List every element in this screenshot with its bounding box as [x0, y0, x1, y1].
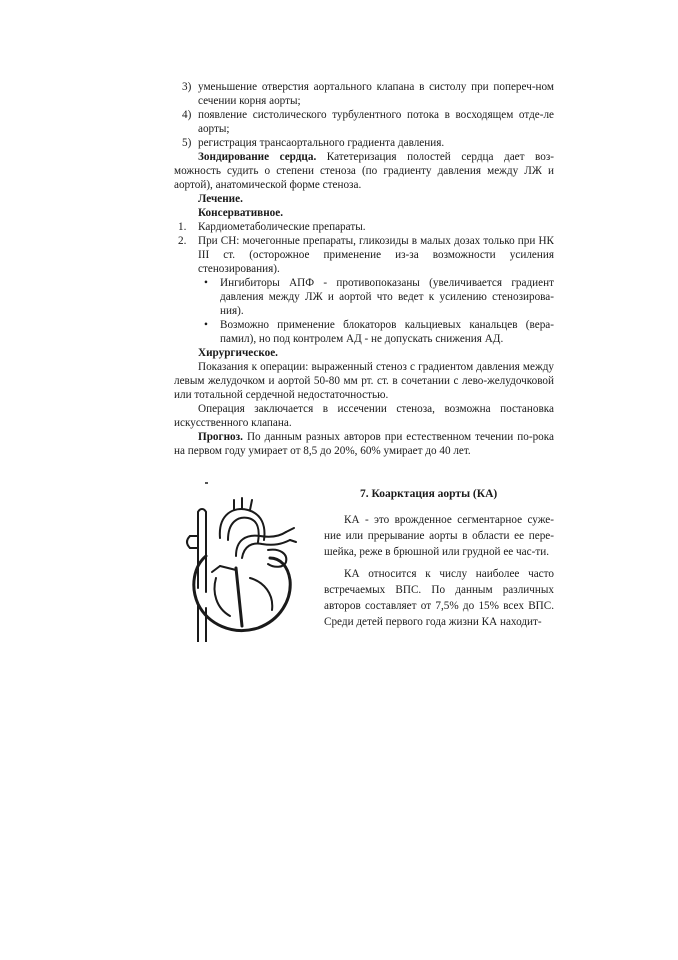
list-item [174, 136, 554, 150]
section-paragraph: КА относится к числу наиболее часто встречаемых ВПС. По данным различных авторов составляет от 7,5% до 15% всех ВПС. Среди детей первого года жизни КА находит- [324, 568, 554, 628]
section-paragraph: КА - это врожденное сегментарное суже-ние или прерывание аорты в области ее пере-шейка, реже в брюшной или грудной ее час-ти. [324, 514, 554, 558]
list-text: уменьшение отверстия аортального клапана в систолу при попереч-ном сечении корня аорты; [198, 81, 554, 107]
list-text: Кардиометаболические препараты. [198, 221, 366, 233]
surgical-heading: Хирургическое. [198, 347, 278, 359]
heart-diagram-icon [176, 496, 304, 642]
list-text: При СН: мочегонные препараты, гликозиды в малых дозах только при НК III ст. (осторожное применение из-за возможности усиления стенозирования). [198, 235, 554, 275]
list-item [174, 108, 554, 136]
treatment-heading: Лечение. [198, 193, 243, 205]
bullet-dot-icon: • [204, 277, 208, 289]
prognosis-text: По данным разных авторов при естественном течении по-рока на первом году умирает от 8,5 до 20%, 60% умирает до 40 лет. [174, 431, 554, 457]
section-text [324, 512, 554, 630]
list-number: 2. [178, 235, 187, 247]
surgical-indications: Показания к операции: выраженный стеноз с градиентом давления между левым желудочком и аортой 50-80 мм рт. ст. в сочетании с лево-желудочковой или тотальной сердечной недостаточностью. [174, 361, 554, 401]
list-text: появление систолического турбулентного потока в восходящем отде-ле аорты; [198, 109, 554, 135]
surgical-operation: Операция заключается в иссечении стеноза, возможна постановка искусственного клапана. [174, 403, 554, 429]
bullet-text: Ингибиторы АПФ - противопоказаны (увеличивается градиент давления между ЛЖ и аортой что ведет к усилению стенозирова-ния). [220, 277, 554, 317]
list-item [174, 234, 554, 276]
prognosis-paragraph [174, 430, 554, 458]
list-number: 5) [182, 137, 192, 149]
bullet-item [174, 276, 554, 318]
list-item [174, 80, 554, 108]
main-text-column [174, 80, 554, 458]
scan-speck [205, 482, 208, 484]
conservative-heading: Консервативное. [198, 207, 284, 219]
list-number: 4) [182, 109, 192, 121]
probing-label: Зондирование сердца. [198, 151, 317, 163]
list-text: регистрация трансаортального градиента давления. [198, 137, 445, 149]
list-item [174, 220, 554, 234]
bullet-text: Возможно применение блокаторов кальциевых канальцев (вера-памил), но под контролем АД - не допускать снижения АД. [220, 319, 554, 345]
probing-text: Катетеризация полостей сердца дает воз-можность судить о степени стеноза (по градиенту давления между ЛЖ и аортой), анатомической форме стеноза. [174, 151, 554, 191]
section-title: 7. Коарктация аорты (КА) [360, 488, 498, 500]
list-number: 1. [178, 221, 187, 233]
prognosis-label: Прогноз. [198, 431, 243, 443]
bullet-dot-icon: • [204, 319, 208, 331]
bullet-item [174, 318, 554, 346]
probing-paragraph [174, 150, 554, 192]
list-number: 3) [182, 81, 192, 93]
